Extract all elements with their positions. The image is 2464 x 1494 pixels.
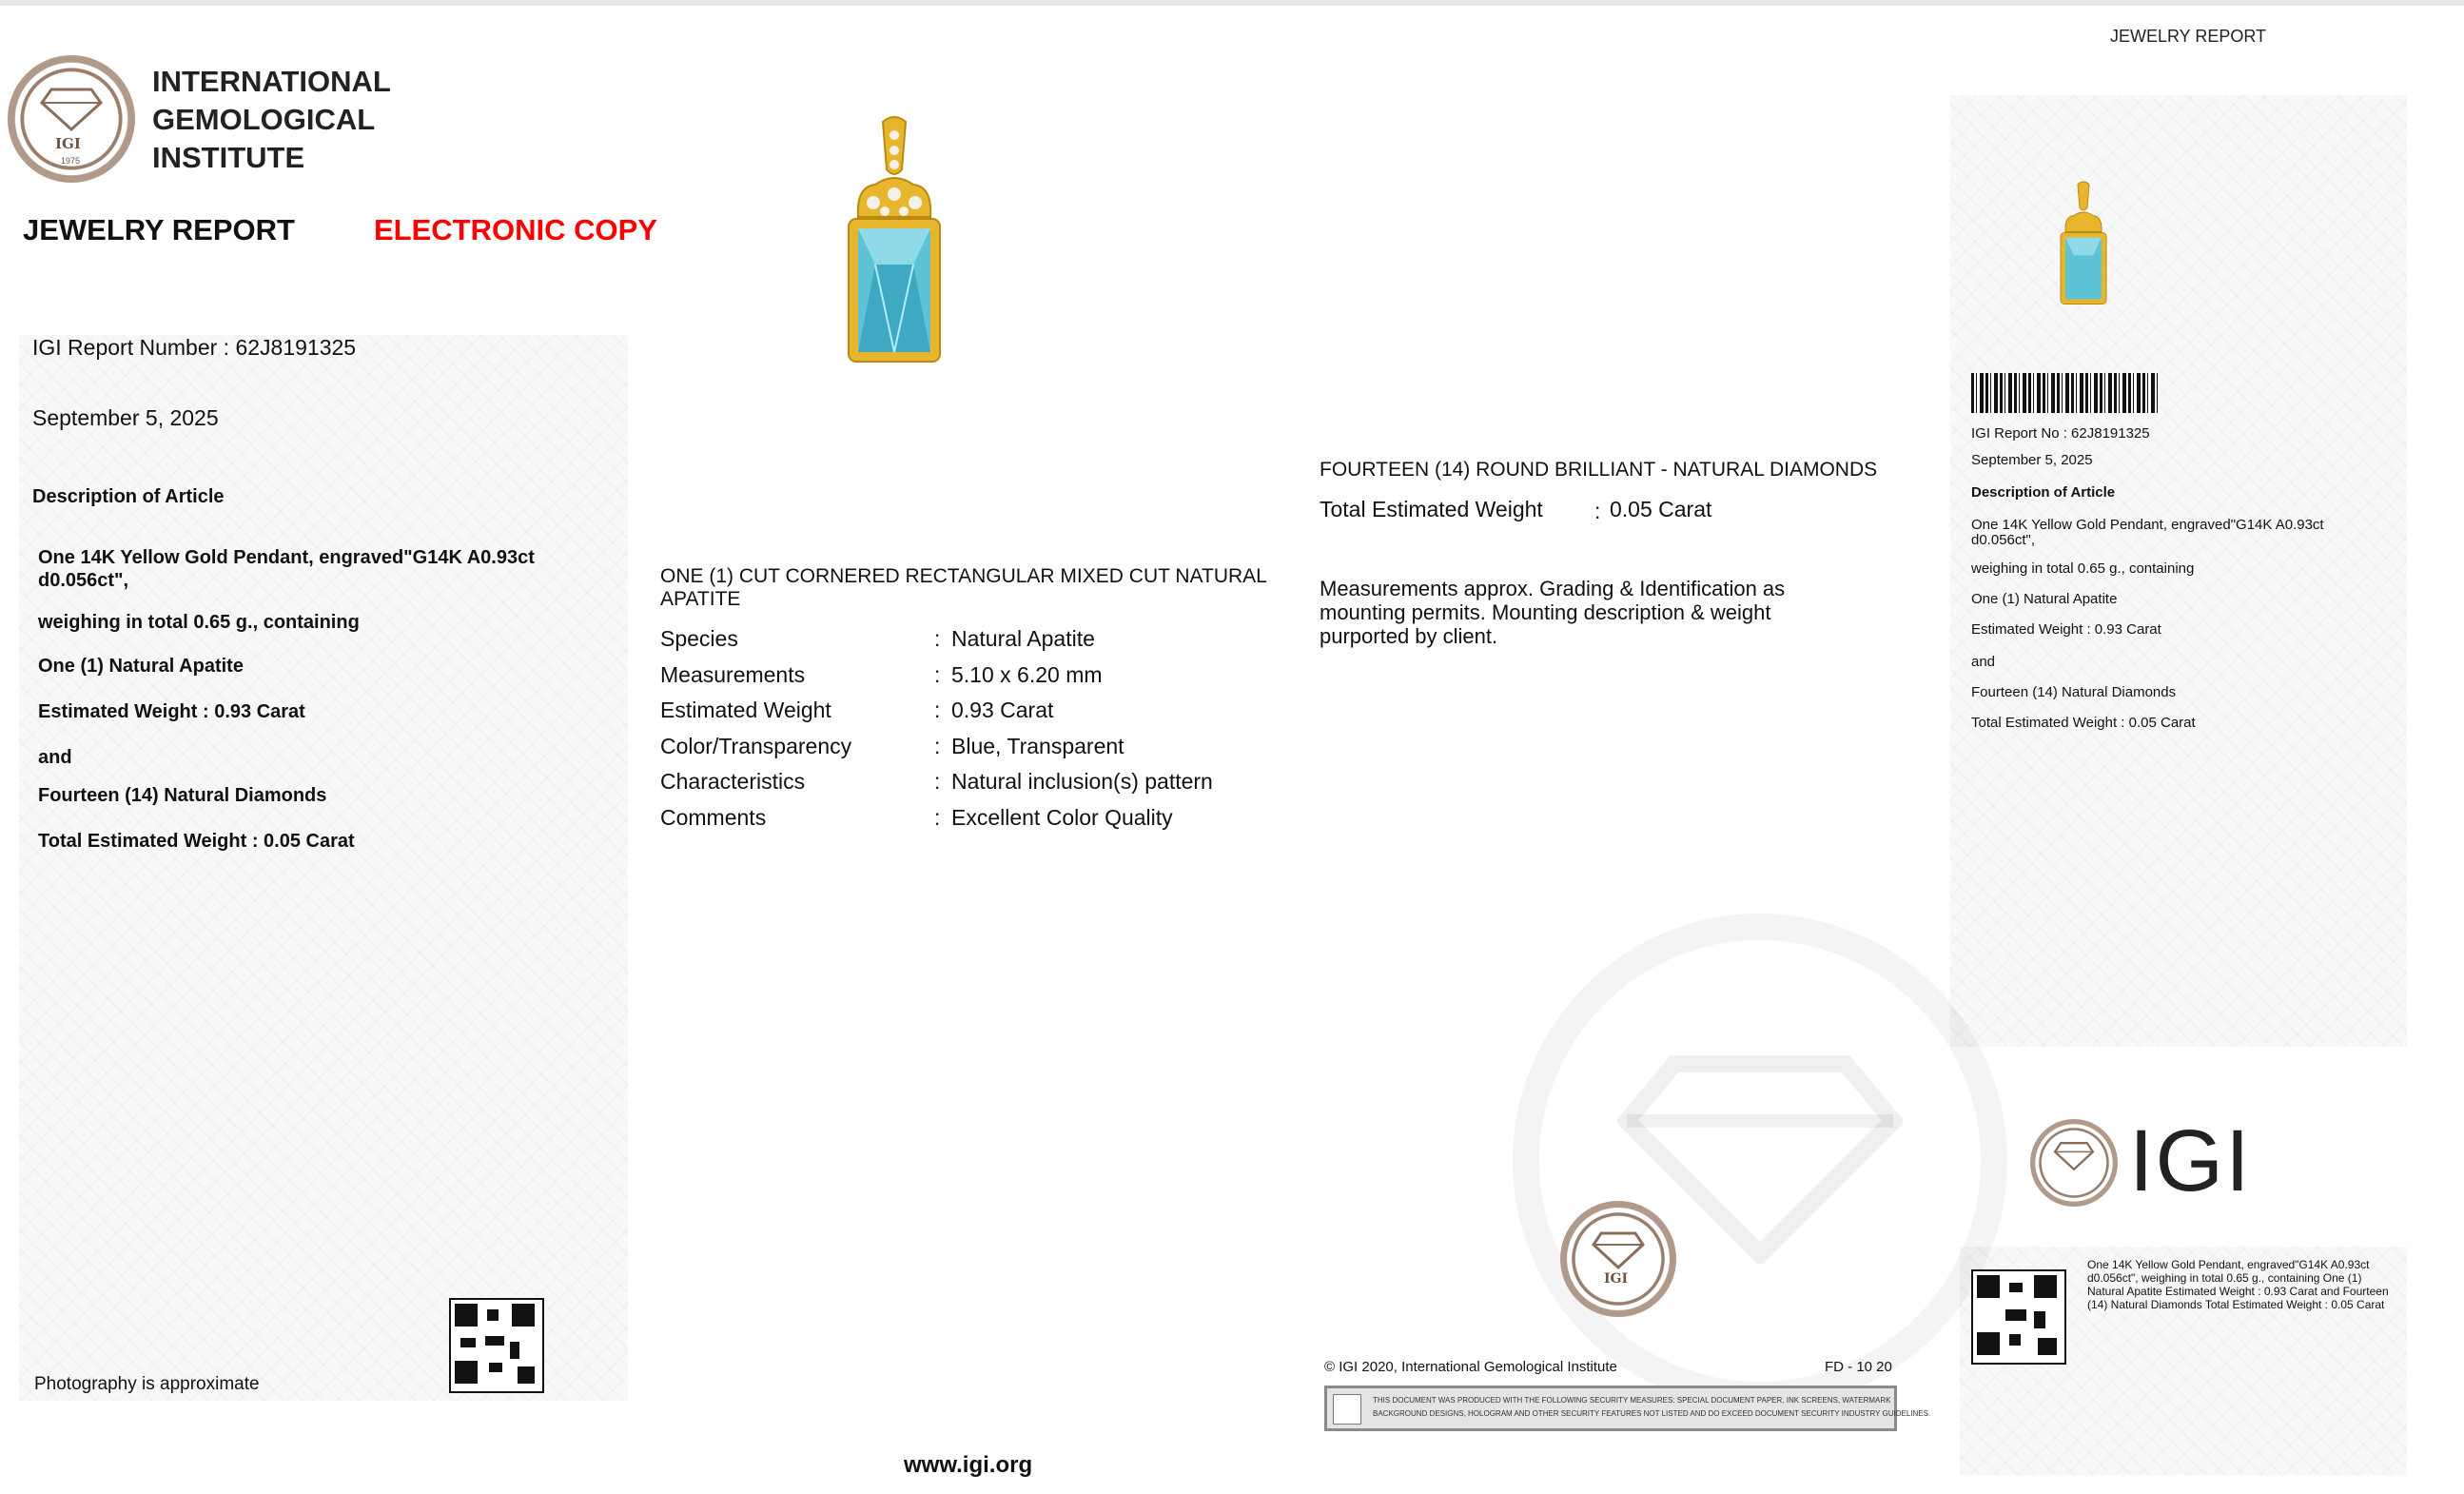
stub-line-3: One (1) Natural Apatite [1971, 591, 2118, 607]
spec-label: Species [660, 626, 738, 651]
report-date: September 5, 2025 [32, 405, 219, 430]
left-qr-code[interactable] [449, 1298, 544, 1393]
spec-label: Comments [660, 805, 767, 830]
logo-diamond-icon [38, 86, 105, 133]
desc-line-5: and [38, 747, 72, 768]
watermark-seal [1513, 914, 2007, 1408]
spec-separator: : [934, 805, 941, 830]
desc-line-6: Fourteen (14) Natural Diamonds [38, 785, 327, 806]
stub-brand: IGI [2129, 1112, 2252, 1209]
org-name-line1: INTERNATIONAL [152, 65, 391, 98]
spec-value: 5.10 x 6.20 mm [951, 662, 1103, 687]
photo-note: Photography is approximate [34, 1374, 260, 1394]
spec-separator: : [934, 734, 941, 758]
stub-date: September 5, 2025 [1971, 452, 2093, 468]
logo-seal-year: 1975 [61, 156, 81, 166]
top-border [0, 0, 2464, 6]
stub-line-4: Estimated Weight : 0.93 Carat [1971, 621, 2161, 638]
security-strip-icon [1333, 1394, 1361, 1425]
diamonds-weight-row [1320, 497, 1890, 529]
spec-separator: : [934, 769, 941, 794]
right-report-title: JEWELRY REPORT [2110, 27, 2267, 46]
copyright: © IGI 2020, International Gemological Institute [1324, 1359, 1617, 1375]
seal-diamond-icon [1590, 1229, 1647, 1271]
spec-value: Excellent Color Quality [951, 805, 1173, 830]
electronic-copy-label: ELECTRONIC COPY [374, 213, 657, 246]
bottom-seal-mark: IGI [1604, 1271, 1629, 1287]
desc-heading: Description of Article [32, 486, 225, 507]
spec-row-measurements [660, 662, 1326, 697]
stub-desc-heading: Description of Article [1971, 484, 2116, 501]
desc-line-2: weighing in total 0.65 g., containing [38, 612, 360, 633]
spec-value: 0.93 Carat [951, 698, 1054, 722]
spec-label: Measurements [660, 662, 806, 687]
diamonds-weight-label: Total Estimated Weight [1320, 497, 1543, 521]
diamonds-weight-value: 0.05 Carat [1610, 497, 1712, 521]
stub-qr-code[interactable] [1971, 1269, 2066, 1365]
bottom-seal [1560, 1201, 1676, 1317]
measurement-note: Measurements approx. Grading & Identification as mounting permits. Mounting description & weight purported by client. [1320, 577, 1786, 648]
report-number: IGI Report Number : 62J8191325 [32, 335, 357, 360]
stub-line-1: One 14K Yellow Gold Pendant, engraved"G14K A0.93ct d0.056ct", [1971, 517, 2324, 548]
spec-row-color [660, 734, 1326, 768]
form-code: FD - 10 20 [1825, 1359, 1892, 1375]
igi-logo-seal [8, 55, 135, 183]
stub-report-no: IGI Report No : 62J8191325 [1971, 425, 2150, 442]
spec-value: Blue, Transparent [951, 734, 1124, 758]
logo-seal-mark: IGI [55, 135, 81, 152]
desc-line-1: One 14K Yellow Gold Pendant, engraved"G14K A0.93ct d0.056ct", [38, 547, 535, 591]
diamonds-weight-separator: : [1594, 499, 1601, 523]
spec-label: Characteristics [660, 769, 806, 794]
spec-row-characteristics [660, 769, 1326, 803]
spec-row-species [660, 626, 1326, 660]
spec-separator: : [934, 626, 941, 651]
stub-logo-diamond-icon [2052, 1140, 2096, 1172]
spec-value: Natural Apatite [951, 626, 1095, 651]
spec-separator: : [934, 698, 941, 722]
org-name-line3: INSTITUTE [152, 141, 305, 174]
apatite-heading: ONE (1) CUT CORNERED RECTANGULAR MIXED CUT NATURAL APATITE [660, 565, 1267, 610]
desc-line-3: One (1) Natural Apatite [38, 656, 244, 677]
stub-qr-caption: One 14K Yellow Gold Pendant, engraved"G14K A0.93ct d0.056ct", weighing in total 0.65 g., containing One (1) Natural Apatite Estimated Weight : 0.93 Carat and Fourteen (14) Natural Diamonds Total Estimated Weight : 0.05 Carat [2087, 1258, 2389, 1311]
diamonds-heading: FOURTEEN (14) ROUND BRILLIANT - NATURAL DIAMONDS [1320, 459, 1878, 481]
desc-line-4: Estimated Weight : 0.93 Carat [38, 701, 305, 722]
stub-pendant-image [2055, 179, 2112, 318]
stub-line-7: Total Estimated Weight : 0.05 Carat [1971, 715, 2196, 731]
website-link[interactable]: www.igi.org [904, 1452, 1033, 1478]
desc-line-7: Total Estimated Weight : 0.05 Carat [38, 831, 355, 852]
security-strip [1324, 1386, 1931, 1431]
spec-row-estimated-weight [660, 698, 1326, 732]
spec-value: Natural inclusion(s) pattern [951, 769, 1213, 794]
security-text-line2: BACKGROUND DESIGNS, HOLOGRAM AND OTHER SECURITY FEATURES NOT LISTED AND DO EXCEED DOCUMENT SECURITY INDUSTRY GUIDELINES. [1373, 1409, 1931, 1418]
pendant-image [837, 112, 951, 388]
spec-label: Estimated Weight [660, 698, 831, 722]
spec-separator: : [934, 662, 941, 687]
report-title: JEWELRY REPORT [23, 213, 295, 246]
org-name [152, 63, 391, 177]
org-name-line2: GEMOLOGICAL [152, 103, 376, 136]
stub-line-6: Fourteen (14) Natural Diamonds [1971, 684, 2177, 700]
barcode [1971, 373, 2158, 413]
spec-row-comments [660, 805, 1326, 839]
stub-line-5: and [1971, 654, 1996, 670]
spec-label: Color/Transparency [660, 734, 852, 758]
stub-logo-seal [2030, 1119, 2118, 1207]
stub-line-2: weighing in total 0.65 g., containing [1971, 560, 2195, 577]
security-text-line1: THIS DOCUMENT WAS PRODUCED WITH THE FOLLOWING SECURITY MEASURES: SPECIAL DOCUMENT PAPER, INK SCREENS, WATERMARK [1373, 1396, 1891, 1405]
